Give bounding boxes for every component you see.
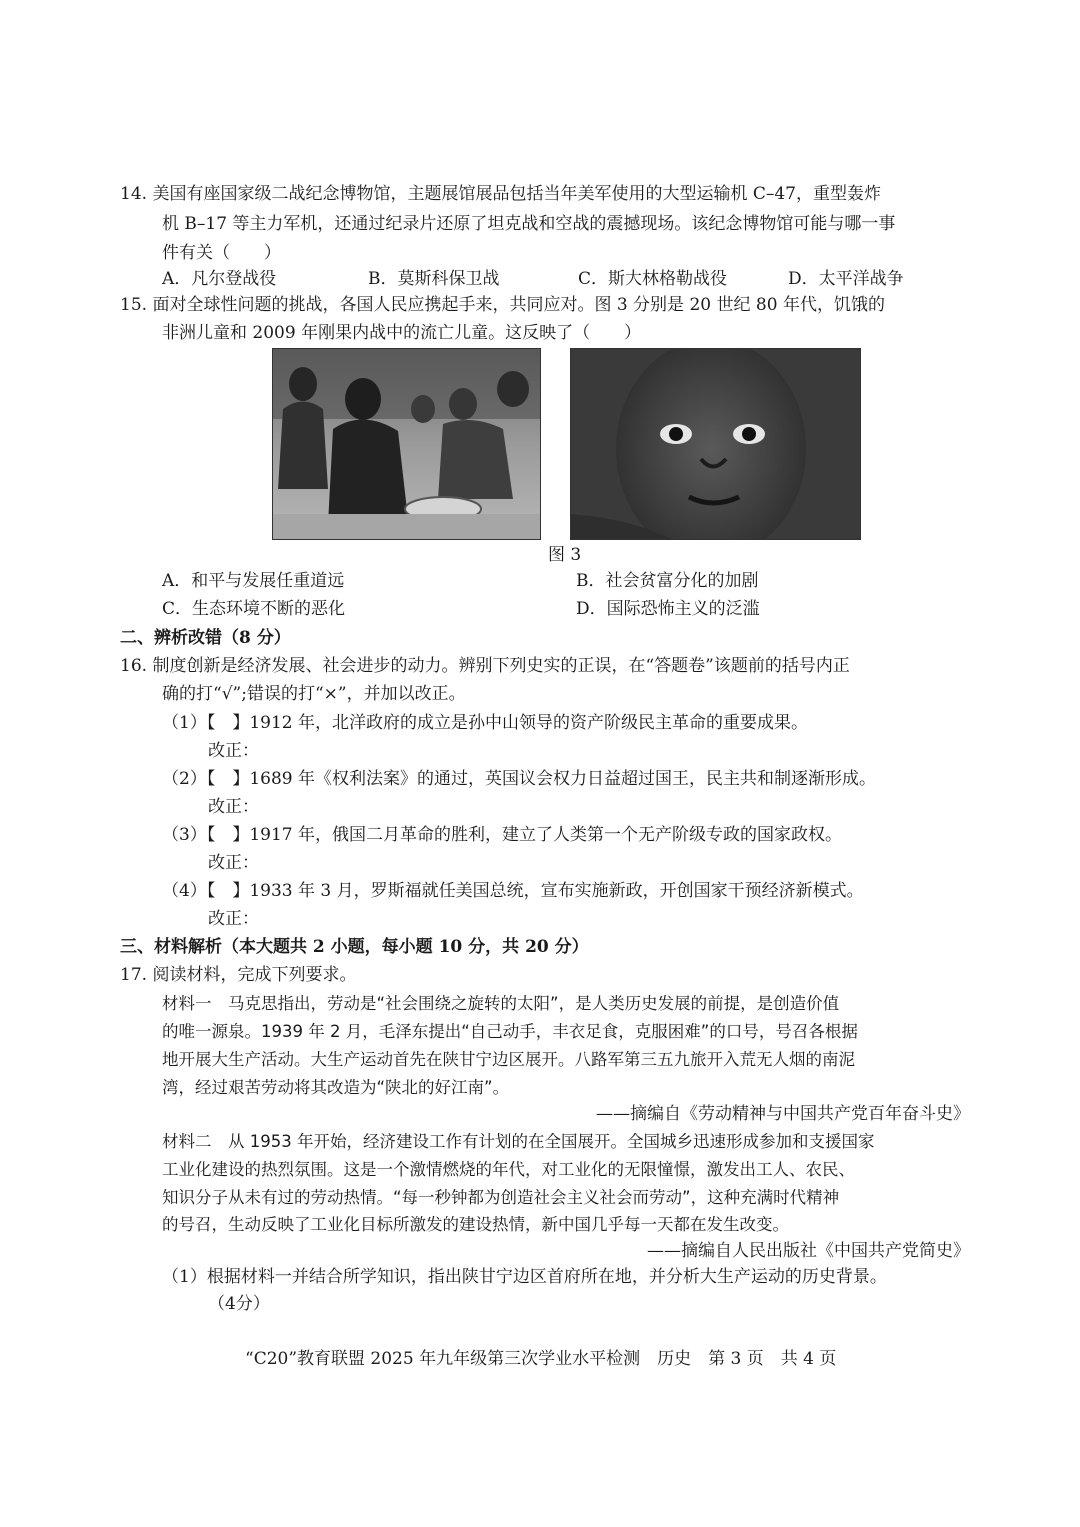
q14-option-a: A．凡尔登战役	[162, 269, 277, 289]
q17-sub1-line-2: （4分）	[208, 1294, 270, 1314]
q16-correction-4: 改正：	[208, 909, 259, 929]
q16-item-2: （2）【 】1689 年《权利法案》的通过，英国议会权力日益超过国王，民主共和制逐渐形成。	[162, 769, 876, 789]
q15-line-1: 15. 面对全球性问题的挑战，各国人民应携起手来，共同应对。图 3 分别是 20 世纪 80 年代，饥饿的	[120, 295, 885, 315]
q16-correction-1: 改正：	[208, 741, 259, 761]
q16-correction-3: 改正：	[208, 853, 259, 873]
material-1-line-1: 材料一 马克思指出，劳动是“社会围绕之旋转的太阳”，是人类历史发展的前提，是创造价值	[162, 994, 840, 1013]
q14-option-d: D．太平洋战争	[788, 269, 904, 289]
q15-option-d: D．国际恐怖主义的泛滥	[576, 599, 760, 619]
q14-option-c: C．斯大林格勒战役	[578, 269, 728, 289]
figure-3-caption: 图 3	[548, 545, 582, 565]
q14-line-3: 件有关（ ）	[162, 243, 281, 263]
q14-option-b: B．莫斯科保卫战	[368, 269, 500, 289]
material-2-line-4: 的号召，生动反映了工业化目标所激发的建设热情，新中国几乎每一天都在发生改变。	[162, 1215, 789, 1234]
section-3-heading: 三、材料解析（本大题共 2 小题，每小题 10 分，共 20 分）	[120, 937, 589, 957]
q16-item-1: （1）【 】1912 年，北洋政府的成立是孙中山领导的资产阶级民主革命的重要成果。	[162, 713, 808, 733]
q17-sub1-line-1: （1）根据材料一并结合所学知识，指出陕甘宁边区首府所在地，并分析大生产运动的历史背景。	[162, 1267, 887, 1287]
q16-line-1: 16. 制度创新是经济发展、社会进步的动力。辨别下列史实的正误，在“答题卷”该题前的括号内正	[120, 656, 850, 676]
q16-correction-2: 改正：	[208, 797, 259, 817]
material-1-source: ——摘编自《劳动精神与中国共产党百年奋斗史》	[596, 1104, 970, 1124]
material-1-line-4: 湾，经过艰苦劳动将其改造为“陕北的好江南”。	[162, 1078, 510, 1097]
q15-options-row-2	[162, 595, 760, 623]
photo-refugee-child	[570, 348, 861, 540]
material-1-line-3: 地开展大生产活动。大生产运动首先在陕甘宁边区展开。八路军第三五九旅开入荒无人烟的南泥	[162, 1050, 855, 1069]
q16-item-3: （3）【 】1917 年，俄国二月革命的胜利，建立了人类第一个无产阶级专政的国家政权。	[162, 825, 842, 845]
q16-item-4: （4）【 】1933 年 3 月，罗斯福就任美国总统，宣布实施新政，开创国家干预经济新模式。	[162, 881, 864, 901]
photo-famine-children	[272, 348, 541, 540]
q15-line-2: 非洲儿童和 2009 年刚果内战中的流亡儿童。这反映了（ ）	[162, 323, 642, 343]
q15-option-c: C．生态环境不断的恶化	[162, 599, 346, 619]
q17-intro: 17. 阅读材料，完成下列要求。	[120, 965, 357, 985]
section-2-heading: 二、辨析改错（8 分）	[120, 628, 291, 648]
q15-option-a: A．和平与发展任重道远	[162, 571, 345, 591]
q14-line-1: 14. 美国有座国家级二战纪念博物馆，主题展馆展品包括当年美军使用的大型运输机 C–47，重型轰炸	[120, 184, 881, 204]
material-1-line-2: 的唯一源泉。1939 年 2 月，毛泽东提出“自己动手，丰衣足食，克服困难”的口号，号召各根据	[162, 1022, 858, 1041]
q14-options	[162, 265, 904, 293]
q15-options-row-1	[162, 567, 759, 595]
material-2-line-1: 材料二 从 1953 年开始，经济建设工作有计划的在全国展开。全国城乡迅速形成参加和支援国家	[162, 1132, 875, 1151]
material-2-source: ——摘编自人民出版社《中国共产党简史》	[647, 1241, 970, 1261]
q15-option-b: B．社会贫富分化的加剧	[576, 571, 759, 591]
q16-line-2: 确的打“√”;错误的打“×”，并加以改正。	[162, 684, 466, 704]
q14-line-2: 机 B–17 等主力军机，还通过纪录片还原了坦克战和空战的震撼现场。该纪念博物馆可能与哪一事	[162, 214, 896, 234]
material-2-line-2: 工业化建设的热烈氛围。这是一个激情燃烧的年代，对工业化的无限憧憬，激发出工人、农民、	[162, 1160, 855, 1179]
page-footer: “C20”教育联盟 2025 年九年级第三次学业水平检测 历史 第 3 页 共 4 页	[245, 1349, 837, 1369]
material-2-line-3: 知识分子从未有过的劳动热情。“每一秒钟都为创造社会主义社会而劳动”，这种充满时代精神	[162, 1188, 840, 1207]
